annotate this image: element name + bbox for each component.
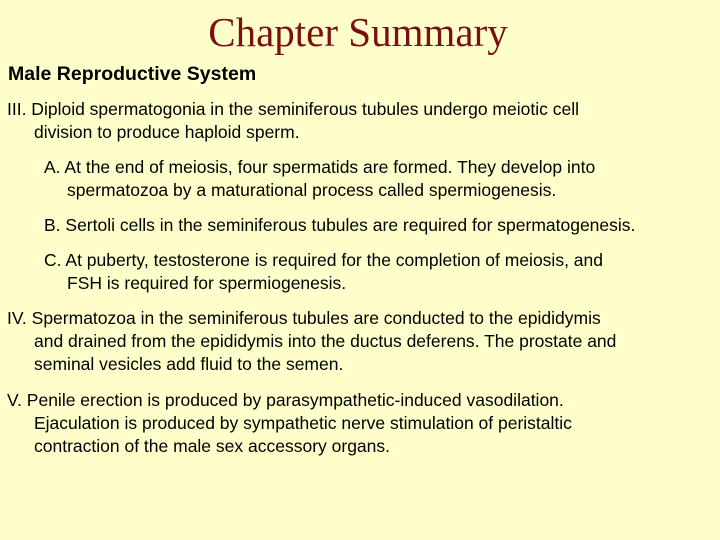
summary-line: C. At puberty, testosterone is required for the completion of meiosis, and [44, 250, 603, 270]
summary-line: seminal vesicles add fluid to the semen. [34, 354, 344, 374]
summary-line: Ejaculation is produced by sympathetic nerve stimulation of peristaltic [34, 413, 572, 433]
summary-line: FSH is required for spermiogenesis. [67, 273, 347, 293]
summary-line: and drained from the epididymis into the ductus deferens. The prostate and [34, 331, 617, 351]
summary-line: III. Diploid spermatogonia in the seminiferous tubules undergo meiotic cell [7, 99, 579, 119]
summary-item-iii [0, 98, 720, 144]
summary-item-iv [0, 307, 720, 376]
summary-line: V. Penile erection is produced by parasympathetic-induced vasodilation. [7, 390, 564, 410]
slide-title: Chapter Summary [208, 9, 508, 55]
summary-item-iii-b [0, 214, 720, 237]
summary-line: division to produce haploid sperm. [34, 122, 300, 142]
summary-list [0, 98, 720, 458]
summary-item-v [0, 389, 720, 458]
summary-line: IV. Spermatozoa in the seminiferous tubules are conducted to the epididymis [7, 308, 601, 328]
summary-line: spermatozoa by a maturational process called spermiogenesis. [67, 180, 557, 200]
summary-line: A. At the end of meiosis, four spermatids are formed. They develop into [44, 157, 596, 177]
summary-item-iii-a [0, 156, 720, 202]
summary-line: contraction of the male sex accessory organs. [34, 436, 391, 456]
section-heading: Male Reproductive System [8, 63, 257, 85]
summary-line: B. Sertoli cells in the seminiferous tubules are required for spermatogenesis. [44, 215, 636, 235]
summary-item-iii-c [0, 249, 720, 295]
